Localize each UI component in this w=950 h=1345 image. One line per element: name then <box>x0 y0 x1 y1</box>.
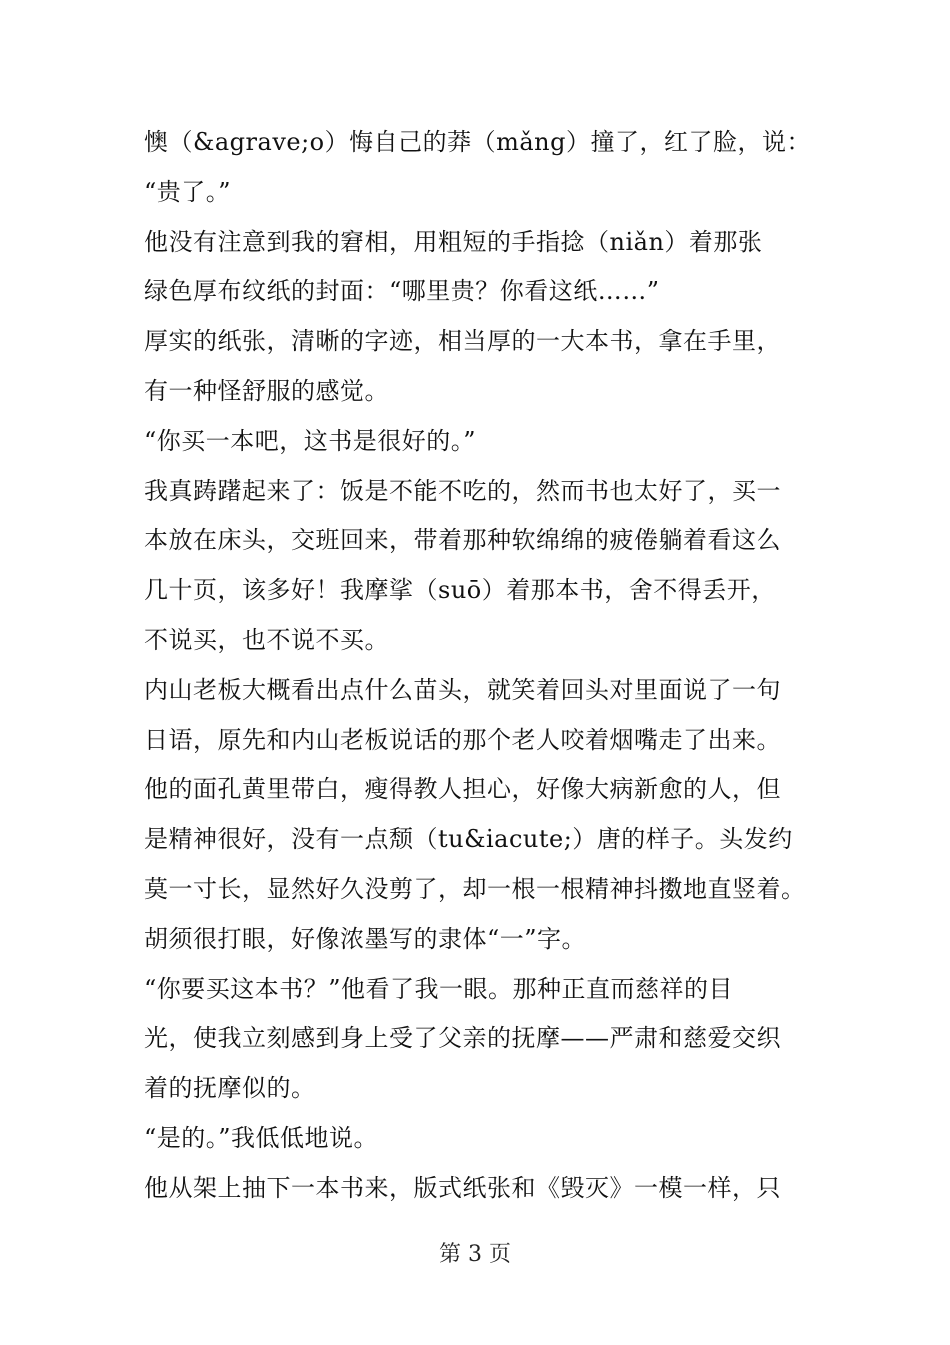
text-line: 光，使我立刻感到身上受了父亲的抚摩——严肃和慈爱交织 <box>144 1024 781 1053</box>
text-line: 有一种怪舒服的感觉。 <box>144 376 389 405</box>
text-line: 内山老板大概看出点什么苗头，就笑着回头对里面说了一句 <box>144 675 781 704</box>
text-line: 他没有注意到我的窘相，用粗短的手指捻（niǎn）着那张 <box>144 227 763 256</box>
text-line: “你买一本吧，这书是很好的。” <box>144 426 477 455</box>
text-line: 厚实的纸张，清晰的字迹，相当厚的一大本书，拿在手里， <box>144 327 781 356</box>
text-line: 日语，原先和内山老板说话的那个老人咬着烟嘴走了出来。 <box>144 725 781 754</box>
text-line: 他的面孔黄里带白，瘦得教人担心，好像大病新愈的人，但 <box>144 775 781 804</box>
text-line: 绿色厚布纹纸的封面：“哪里贵？你看这纸……” <box>144 277 660 306</box>
text-line: 是精神很好，没有一点颓（tu&iacute;）唐的样子。头发约 <box>144 825 793 854</box>
text-line: “是的。”我低低地说。 <box>144 1123 379 1152</box>
text-line: “你要买这本书？”他看了我一眼。那种正直而慈祥的目 <box>144 974 734 1003</box>
text-line: 莫一寸长，显然好久没剪了，却一根一根精神抖擞地直竖着。 <box>144 874 806 903</box>
text-line: 我真踌躇起来了：饭是不能不吃的，然而书也太好了，买一 <box>144 476 781 505</box>
text-line: 他从架上抽下一本书来，版式纸张和《毁灭》一模一样，只 <box>144 1173 781 1202</box>
text-line: “贵了。” <box>144 177 232 206</box>
text-line: 不说买，也不说不买。 <box>144 625 389 654</box>
text-line: 胡须很打眼，好像浓墨写的隶体“一”字。 <box>144 924 587 953</box>
text-line: 懊（&agrave;o）悔自己的莽（mǎng）撞了，红了脸，说： <box>144 128 811 156</box>
text-line: 本放在床头，交班回来，带着那种软绵绵的疲倦躺着看这么 <box>144 526 781 555</box>
text-line: 几十页，该多好！我摩挲（suō）着那本书，舍不得丢开， <box>144 576 776 605</box>
text-line: 着的抚摩似的。 <box>144 1074 316 1103</box>
page-number: 第 3 页 <box>439 1242 511 1267</box>
document-body <box>144 118 824 1214</box>
